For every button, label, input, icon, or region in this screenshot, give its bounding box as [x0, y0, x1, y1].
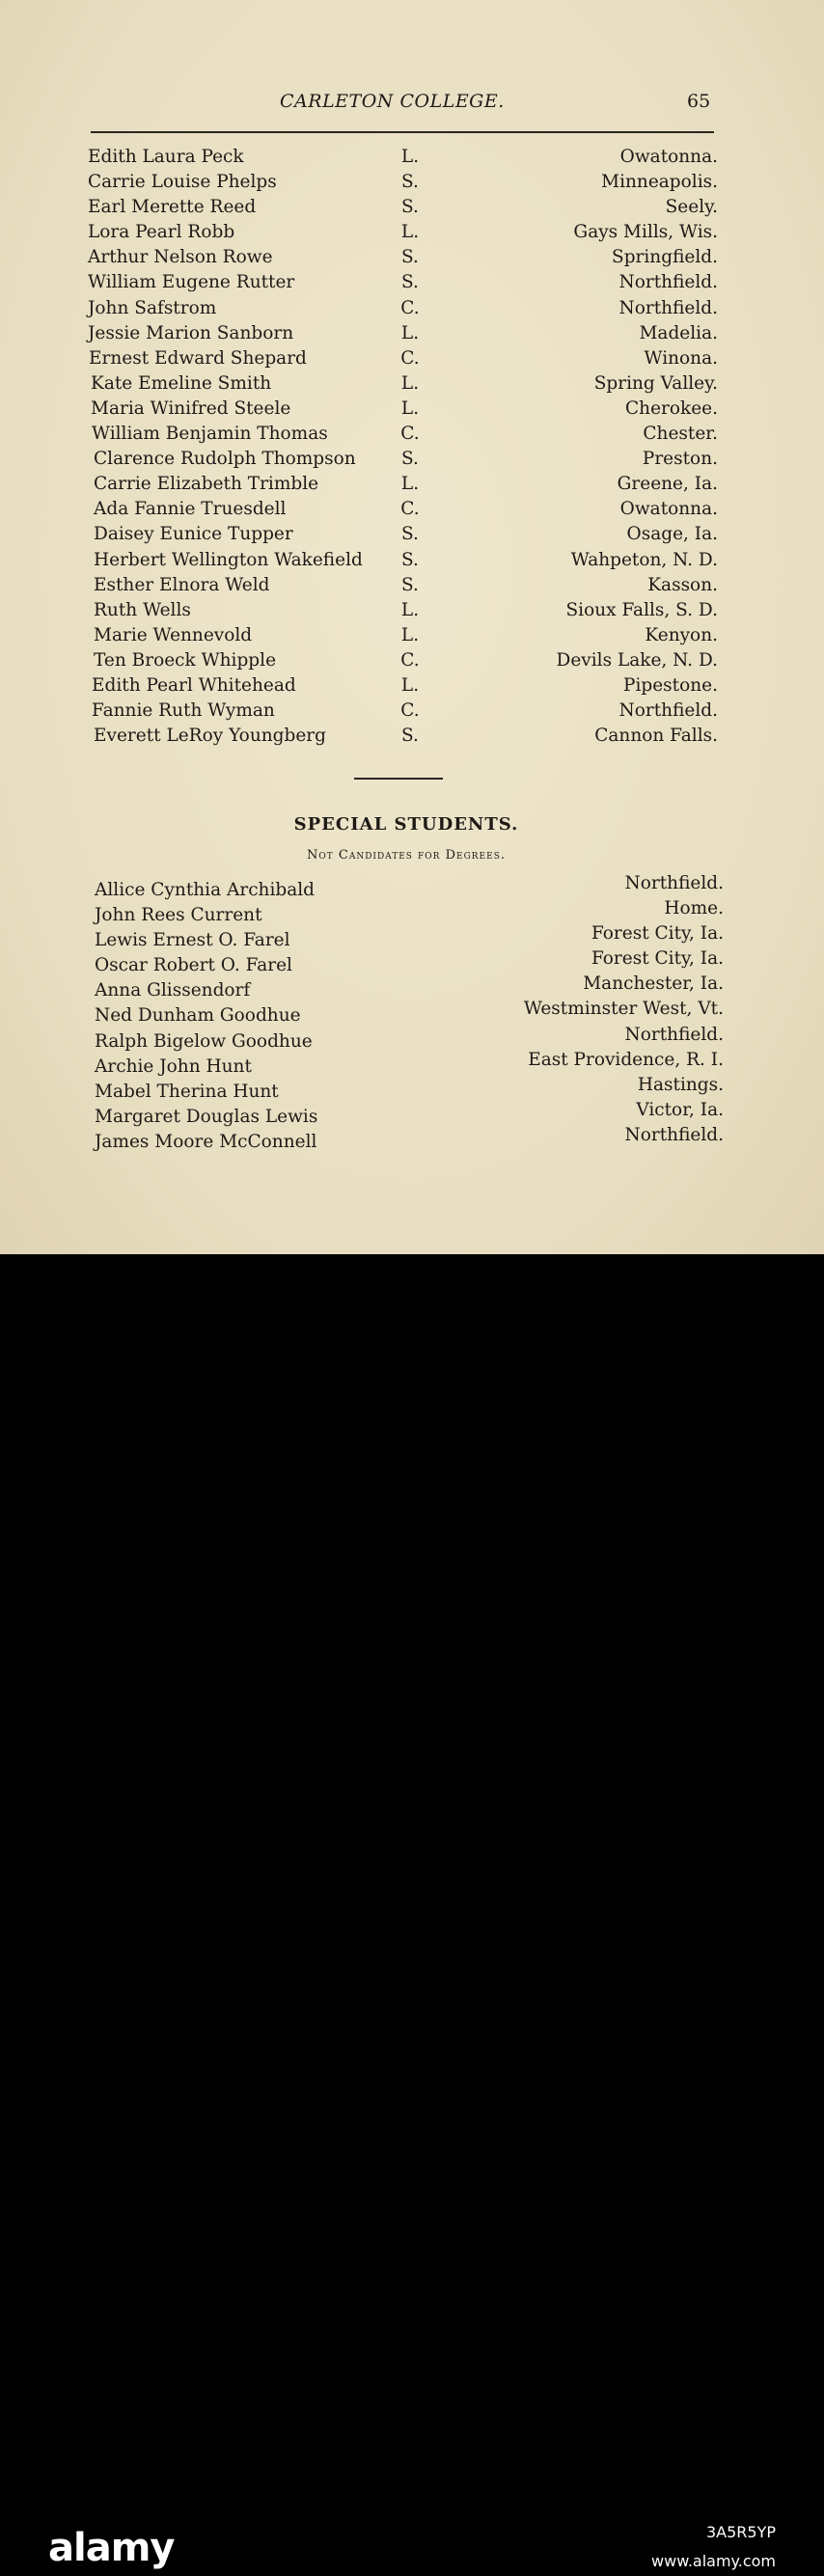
degree-course: L.	[400, 147, 420, 167]
hometown: Seely.	[665, 197, 718, 218]
hometown: Winona.	[644, 347, 718, 369]
hometown: Minneapolis.	[601, 172, 718, 193]
hometown: Springfield.	[612, 247, 718, 268]
degree-course: L.	[400, 474, 420, 495]
hometown: Devils Lake, N. D.	[556, 649, 718, 671]
table-row	[0, 524, 824, 549]
special-student-name: Mabel Therina Hunt	[95, 1081, 279, 1102]
degree-course: L.	[400, 322, 420, 343]
student-name: Marie Wennevold	[94, 624, 253, 645]
section-title: SPECIAL STUDENTS.	[293, 814, 519, 835]
special-student-town: Westminster West, Vt.	[523, 999, 724, 1020]
degree-course: S.	[401, 549, 419, 570]
special-student-town: Northfield.	[624, 873, 724, 893]
student-name: Ruth Wells	[94, 599, 191, 620]
image-credit	[651, 2518, 776, 2576]
hometown: Greene, Ia.	[617, 474, 718, 495]
degree-course: C.	[400, 424, 420, 445]
student-name: Fannie Ruth Wyman	[92, 700, 275, 722]
hometown: Wahpeton, N. D.	[570, 549, 718, 570]
special-student-name: Ned Dunham Goodhue	[95, 1005, 301, 1027]
hometown: Kenyon.	[645, 624, 718, 645]
hometown: Cherokee.	[625, 397, 718, 419]
student-name: Edith Pearl Whitehead	[92, 674, 296, 696]
student-name: William Benjamin Thomas	[92, 424, 328, 445]
hometown: Owatonna.	[619, 499, 718, 520]
student-name: Ernest Edward Shepard	[89, 347, 307, 369]
student-name: Clarence Rudolph Thompson	[94, 449, 356, 470]
special-student-town: East Providence, R. I.	[528, 1049, 724, 1070]
watermark-footer	[0, 1254, 824, 2570]
student-name: Maria Winifred Steele	[91, 397, 291, 419]
table-row	[0, 398, 824, 424]
special-student-name: Allice Cynthia Archibald	[95, 880, 316, 900]
document-page	[0, 0, 824, 1254]
table-row	[0, 650, 824, 675]
table-row	[0, 499, 824, 524]
special-student-town: Northfield.	[624, 1024, 724, 1045]
special-student-name: Margaret Douglas Lewis	[95, 1106, 318, 1127]
site-url: www.alamy.com	[651, 2552, 776, 2570]
section-separator	[354, 778, 443, 780]
student-name: Edith Laura Peck	[88, 147, 244, 167]
student-name: Herbert Wellington Wakefield	[94, 549, 363, 570]
special-student-name: Oscar Robert O. Farel	[95, 955, 292, 976]
student-name: Ada Fannie Truesdell	[94, 499, 287, 520]
special-student-town: Hastings.	[637, 1074, 724, 1095]
running-header-title: CARLETON COLLEGE.	[280, 91, 505, 112]
hometown: Northfield.	[618, 700, 718, 722]
student-name: Everett LeRoy Youngberg	[94, 726, 326, 747]
special-student-town: Northfield.	[624, 1124, 724, 1145]
degree-course: S.	[401, 524, 419, 545]
special-student-town: Victor, Ia.	[636, 1099, 724, 1120]
student-name: Arthur Nelson Rowe	[88, 247, 273, 268]
hometown: Madelia.	[639, 322, 718, 343]
degree-course: L.	[400, 372, 420, 394]
table-row	[0, 348, 824, 373]
hometown: Sioux Falls, S. D.	[565, 599, 718, 620]
hometown: Northfield.	[618, 272, 718, 293]
degree-course: S.	[401, 726, 419, 747]
table-row	[0, 172, 824, 197]
hometown: Owatonna.	[619, 147, 718, 167]
alamy-logo: alamy	[48, 2526, 175, 2570]
student-name: Carrie Louise Phelps	[88, 172, 277, 193]
table-row	[0, 298, 824, 323]
special-student-name: James Moore McConnell	[95, 1131, 317, 1152]
table-row	[0, 323, 824, 348]
degree-course: S.	[401, 197, 419, 218]
hometown: Spring Valley.	[593, 372, 718, 394]
degree-course: C.	[400, 649, 420, 671]
degree-course: S.	[401, 574, 419, 595]
hometown: Gays Mills, Wis.	[573, 222, 718, 243]
hometown: Chester.	[643, 424, 718, 445]
special-student-names	[95, 880, 317, 1157]
student-name: Daisey Eunice Tupper	[94, 524, 293, 545]
image-id: 3A5R5YP	[705, 2523, 776, 2541]
table-row	[0, 550, 824, 575]
special-student-name: John Rees Current	[95, 905, 262, 926]
special-student-name: Anna Glissendorf	[95, 980, 251, 1001]
special-student-town: Manchester, Ia.	[583, 973, 724, 995]
degree-course: C.	[400, 297, 420, 318]
table-row	[0, 147, 824, 172]
table-row	[0, 222, 824, 247]
table-row	[0, 726, 824, 751]
degree-course: L.	[400, 624, 420, 645]
table-row	[0, 197, 824, 222]
special-student-name: Archie John Hunt	[95, 1055, 252, 1077]
degree-course: L.	[400, 674, 420, 696]
degree-course: S.	[401, 172, 419, 193]
table-row	[0, 474, 824, 499]
student-name: Lora Pearl Robb	[88, 222, 235, 243]
special-student-town: Home.	[664, 898, 724, 919]
degree-course: L.	[400, 222, 420, 243]
degree-course: L.	[400, 397, 420, 419]
hometown: Osage, Ia.	[626, 524, 718, 545]
table-row	[0, 625, 824, 650]
section-subtitle: Not Candidates for Degrees.	[306, 848, 506, 863]
table-row	[0, 373, 824, 398]
degree-course: S.	[401, 449, 419, 470]
page-number: 65	[687, 91, 711, 112]
degree-course: L.	[400, 599, 420, 620]
hometown: Northfield.	[618, 297, 718, 318]
special-student-towns	[524, 873, 724, 1150]
table-row	[0, 575, 824, 600]
table-row	[0, 424, 824, 449]
table-row	[0, 675, 824, 700]
student-name: Kate Emeline Smith	[91, 372, 272, 394]
student-list	[0, 147, 824, 751]
table-row	[0, 700, 824, 726]
student-name: John Safstrom	[88, 297, 217, 318]
special-student-name: Lewis Ernest O. Farel	[95, 930, 290, 951]
table-row	[0, 247, 824, 272]
special-student-town: Forest City, Ia.	[591, 923, 724, 945]
degree-course: C.	[400, 499, 420, 520]
header-rule	[91, 131, 714, 133]
table-row	[0, 449, 824, 474]
degree-course: S.	[401, 272, 419, 293]
student-name: Jessie Marion Sanborn	[88, 322, 294, 343]
hometown: Cannon Falls.	[594, 726, 718, 747]
degree-course: C.	[400, 347, 420, 369]
table-row	[0, 600, 824, 625]
degree-course: S.	[401, 247, 419, 268]
special-student-name: Ralph Bigelow Goodhue	[95, 1030, 313, 1052]
hometown: Pipestone.	[623, 674, 718, 696]
student-name: Ten Broeck Whipple	[94, 649, 277, 671]
hometown: Kasson.	[647, 574, 718, 595]
student-name: William Eugene Rutter	[88, 272, 295, 293]
table-row	[0, 272, 824, 297]
degree-course: C.	[400, 700, 420, 722]
student-name: Carrie Elizabeth Trimble	[94, 474, 319, 495]
special-student-town: Forest City, Ia.	[591, 948, 724, 970]
student-name: Earl Merette Reed	[88, 197, 257, 218]
student-name: Esther Elnora Weld	[94, 574, 270, 595]
hometown: Preston.	[642, 449, 718, 470]
